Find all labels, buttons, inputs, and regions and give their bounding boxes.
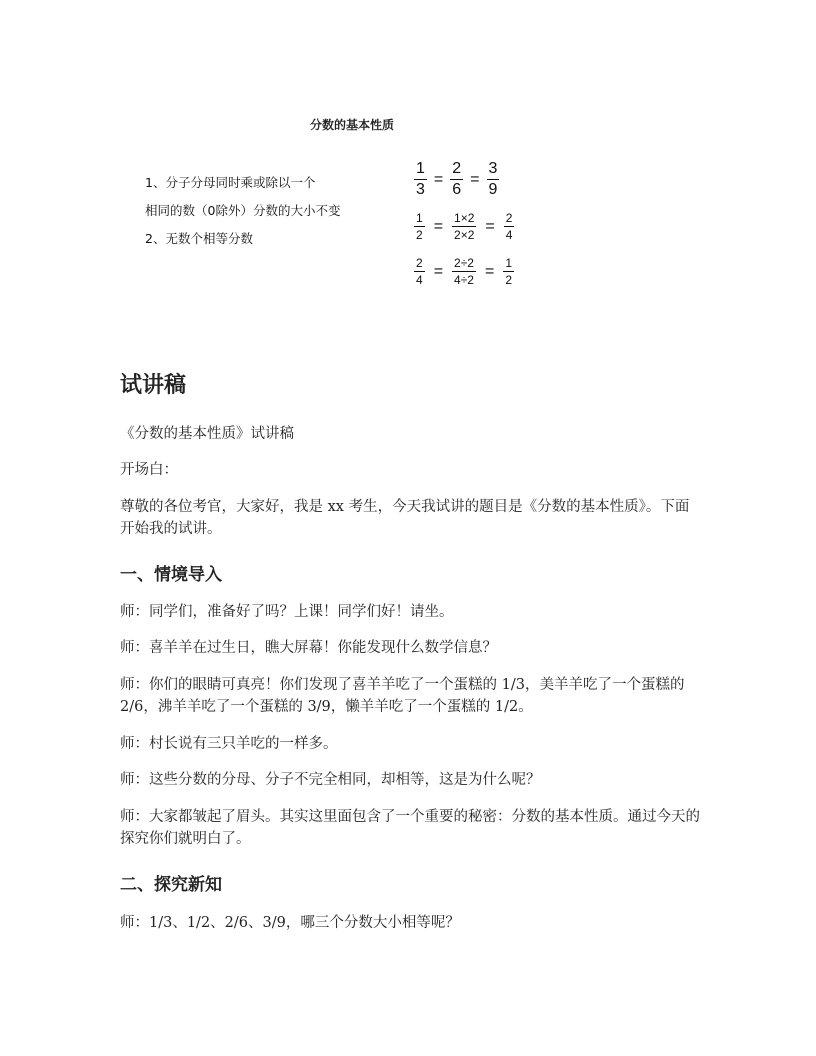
dialogue-line: 师：喜羊羊在过生日，瞧大屏幕！你能发现什么数学信息？ xyxy=(120,640,497,656)
equals-sign: = xyxy=(433,170,444,188)
fraction: $\frac{1}{3}$ xyxy=(416,160,425,198)
dialogue-line: 师：村长说有三只羊吃的一样多。 xyxy=(120,736,338,752)
board-title: 分数的基本性质 xyxy=(310,118,395,132)
equals-sign: = xyxy=(433,262,444,280)
fraction: $\frac{3}{9}$ xyxy=(488,160,498,198)
fraction: $\frac{2}{4}$ xyxy=(505,211,513,242)
board-rule-line-1: 1、分子分母同时乘或除以一个 xyxy=(145,175,316,190)
main-title: 试讲稿 xyxy=(120,373,187,398)
opening-text: 尊敬的各位考官，大家好，我是 xx 考生，今天我试讲的题目是《分数的基本性质》。下面开始我的试讲。 xyxy=(120,499,690,537)
dialogue-line: 师：同学们，准备好了吗？上课！同学们好！请坐。 xyxy=(120,604,454,620)
equals-sign: = xyxy=(485,217,495,235)
title-line: 《分数的基本性质》试讲稿 xyxy=(120,426,294,442)
fraction: $\frac{1\times 2}{2\times 2}$ xyxy=(454,211,475,242)
dialogue-line: 师：1/3、1/2、2/6、3/9，哪三个分数大小相等呢？ xyxy=(120,915,460,931)
dialogue-line: 师：你们的眼睛可真亮！你们发现了喜羊羊吃了一个蛋糕的 1/3，美羊羊吃了一个蛋糕的 2/6，沸羊羊吃了一个蛋糕的 3/9，懒羊羊吃了一个蛋糕的 1/2。 xyxy=(120,677,685,715)
equals-sign: = xyxy=(470,170,480,188)
fraction: $\frac{2}{6}$ xyxy=(452,160,462,198)
equation-1 xyxy=(412,160,501,199)
equation-2 xyxy=(412,211,516,242)
board-rule-line-2: 相同的数（0除外）分数的大小不变 xyxy=(145,203,341,218)
section-heading-explore: 二、探究新知 xyxy=(120,875,222,895)
fraction: $\frac{2}{4}$ xyxy=(416,256,423,287)
dialogue-line: 师：这些分数的分母、分子不完全相同，却相等，这是为什么呢？ xyxy=(120,772,541,788)
equals-sign: = xyxy=(484,262,495,280)
equals-sign: = xyxy=(433,217,444,235)
equation-3 xyxy=(412,256,516,287)
opening-label: 开场白： xyxy=(120,462,178,478)
fraction: $\frac{1}{2}$ xyxy=(505,256,512,287)
fraction: $\frac{2\div 2}{4\div 2}$ xyxy=(454,256,474,287)
section-heading-intro: 一、情境导入 xyxy=(120,565,222,585)
fraction: $\frac{1}{2}$ xyxy=(416,211,423,242)
board-rule-line-3: 2、无数个相等分数 xyxy=(145,231,253,246)
dialogue-line: 师：大家都皱起了眉头。其实这里面包含了一个重要的秘密：分数的基本性质。通过今天的探究你们就明白了。 xyxy=(120,809,700,847)
